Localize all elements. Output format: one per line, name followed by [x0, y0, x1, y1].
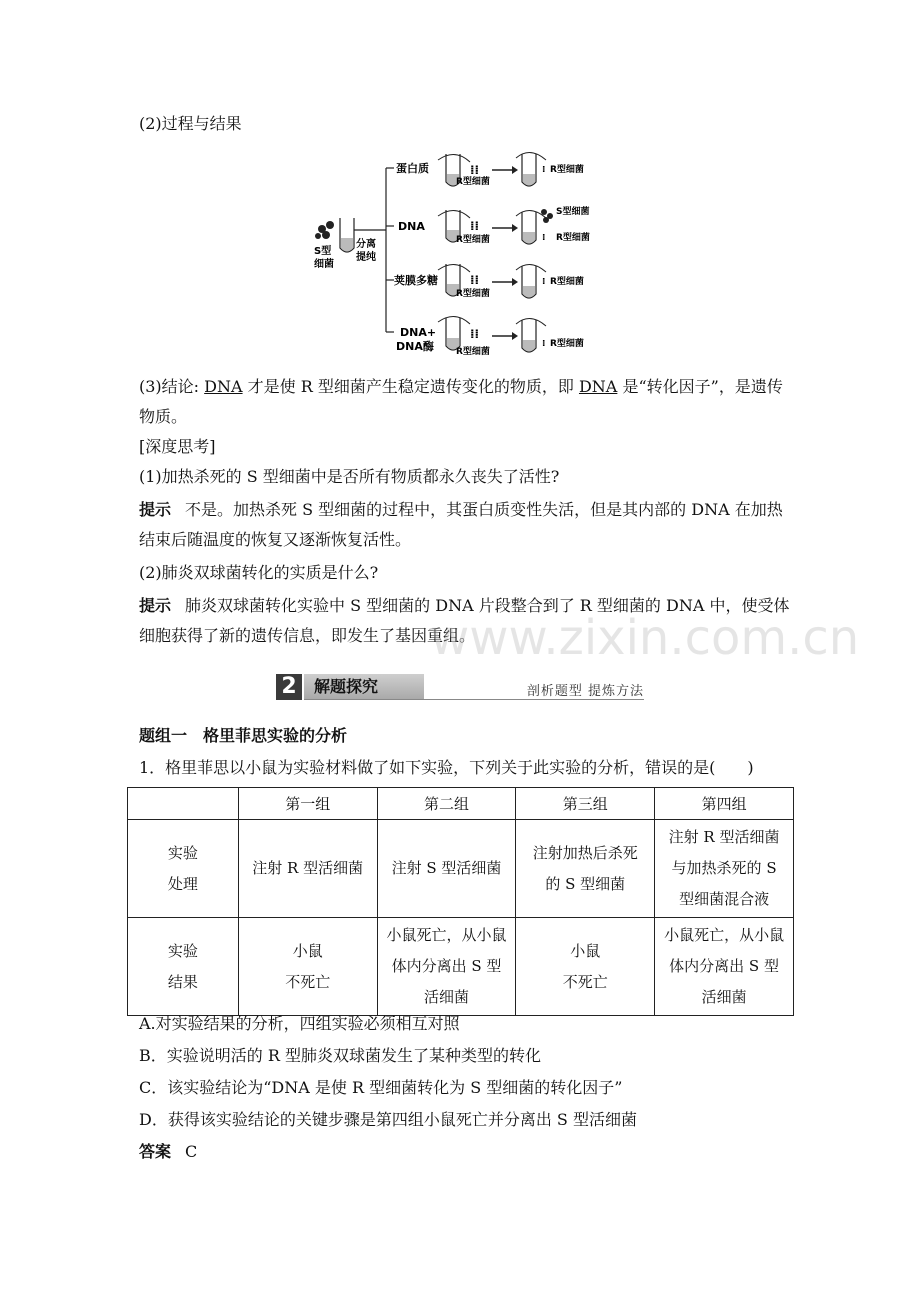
banner-subtitle: 剖析题型 提炼方法	[526, 684, 644, 699]
arrow-icon	[512, 224, 518, 232]
deep-thinking-heading: [深度思考]	[139, 437, 216, 456]
table-cell: 小鼠死亡，从小鼠 体内分离出 S 型 活细菌	[655, 918, 794, 1016]
separate-label-1: 分离	[356, 239, 376, 250]
row-r-label: R型细菌	[456, 289, 490, 299]
row-substance: 荚膜多糖	[394, 274, 438, 287]
svg-text:⁞⁞: ⁞⁞	[470, 273, 480, 287]
row-dna-enzyme	[386, 316, 584, 357]
option-c: C．该实验结论为“DNA 是使 R 型细菌转化为 S 型细菌的转化因子”	[139, 1078, 623, 1097]
answer-label: 答案	[139, 1142, 172, 1161]
answer-1-text: 不是。加热杀死 S 型细菌的过程中，其蛋白质变性失活，但是其内部的 DNA 在加热	[185, 500, 783, 519]
table-cell: 小鼠死亡，从小鼠 体内分离出 S 型 活细菌	[377, 918, 516, 1016]
svg-text:⁞⁞: ⁞⁞	[470, 327, 480, 341]
answer-2-line-2: 细胞获得了新的遗传信息，即发生了基因重组。	[139, 626, 476, 645]
answer-1-line-1	[139, 500, 783, 520]
conclusion-dna-underlined: DNA	[204, 377, 243, 396]
table-cell: 小鼠 不死亡	[238, 918, 377, 1016]
s-bacteria-icon	[315, 221, 334, 239]
option-a: A.对实验结果的分析，四组实验必须相互对照	[139, 1014, 460, 1033]
hint-label: 提示	[139, 596, 172, 615]
svg-text:⁞: ⁞	[542, 165, 546, 175]
svg-text:⁞⁞: ⁞⁞	[470, 163, 480, 177]
table-cell: 小鼠 不死亡	[516, 918, 655, 1016]
table-header-cell: 第四组	[655, 788, 794, 820]
option-d: D．获得该实验结论的关键步骤是第四组小鼠死亡并分离出 S 型活细菌	[139, 1110, 637, 1129]
row-substance: DNA+	[400, 326, 437, 339]
question-group-title: 题组一 格里菲思实验的分析	[139, 726, 348, 745]
conclusion-line-1	[139, 377, 783, 397]
table-cell: 实验 处理	[128, 820, 239, 918]
source-label-2: 细菌	[314, 259, 334, 270]
transformation-diagram	[310, 150, 610, 365]
table-cell: 注射 R 型活细菌	[238, 820, 377, 918]
arrow-icon	[512, 278, 518, 286]
question-1: (1)加热杀死的 S 型细菌中是否所有物质都永久丧失了活性?	[139, 467, 560, 486]
section-heading: (2)过程与结果	[139, 114, 242, 133]
table-row	[128, 820, 794, 918]
question-2: (2)肺炎双球菌转化的实质是什么?	[139, 563, 379, 582]
conclusion-middle: 才是使 R 型细菌产生稳定遗传变化的物质，即	[247, 377, 574, 396]
row-result: R型细菌	[550, 339, 584, 349]
row-substance: DNA	[398, 220, 425, 233]
option-b: B．实验说明活的 R 型肺炎双球菌发生了某种类型的转化	[139, 1046, 541, 1065]
svg-text:⁞: ⁞	[542, 339, 546, 349]
question-stem: 1．格里菲思以小鼠为实验材料做了如下实验，下列关于此实验的分析，错误的是( )	[139, 758, 754, 777]
arrow-icon	[512, 332, 518, 340]
table-cell: 实验 结果	[128, 918, 239, 1016]
banner-rule	[304, 699, 644, 700]
svg-text:⁞: ⁞	[542, 277, 546, 287]
table-header-cell: 第三组	[516, 788, 655, 820]
answer-2-text: 肺炎双球菌转化实验中 S 型细菌的 DNA 片段整合到了 R 型细菌的 DNA 中，使受体	[185, 596, 790, 615]
conclusion-prefix: (3)结论:	[139, 377, 200, 396]
section-banner	[276, 674, 644, 702]
separate-label-2: 提纯	[356, 252, 376, 263]
table-header-row	[128, 788, 794, 820]
row-substance: 蛋白质	[396, 162, 429, 175]
arrow-icon	[512, 166, 518, 174]
watermark: www.zixin.com.cn	[430, 610, 860, 666]
row-polysaccharide	[386, 264, 584, 299]
hint-label: 提示	[139, 500, 172, 519]
table-header-cell: 第二组	[377, 788, 516, 820]
table-row	[128, 918, 794, 1016]
answer-line	[139, 1142, 197, 1162]
answer-value: C	[185, 1142, 198, 1161]
banner-number: 2	[276, 674, 302, 700]
svg-text:⁞⁞: ⁞⁞	[470, 219, 480, 233]
svg-text:⁞: ⁞	[542, 233, 546, 243]
conclusion-dna-underlined: DNA	[578, 377, 618, 396]
table-header-cell	[128, 788, 239, 820]
row-protein	[386, 152, 584, 187]
source-label-1: S型	[314, 246, 332, 257]
conclusion-line-2: 物质。	[139, 407, 188, 426]
experiment-table	[127, 787, 794, 1016]
row-result: R型细菌	[550, 277, 584, 287]
table-cell: 注射 S 型活细菌	[377, 820, 516, 918]
table-header-cell: 第一组	[238, 788, 377, 820]
table-cell: 注射 R 型活细菌 与加热杀死的 S 型细菌混合液	[655, 820, 794, 918]
row-substance-2: DNA酶	[396, 340, 434, 353]
row-r-label: R型细菌	[456, 235, 490, 245]
row-r-label: R型细菌	[456, 347, 490, 357]
banner-title: 解题探究	[304, 674, 424, 700]
row-dna	[386, 205, 590, 245]
answer-1-line-2: 结束后随温度的恢复又逐渐恢复活性。	[139, 530, 412, 549]
row-r-label: R型细菌	[456, 177, 490, 187]
row-result: R型细菌	[550, 165, 584, 175]
table-cell: 注射加热后杀死 的 S 型细菌	[516, 820, 655, 918]
row-result: R型细菌	[556, 233, 590, 243]
conclusion-suffix: 是“转化因子”，是遗传	[622, 377, 783, 396]
row-result: S型细菌	[556, 207, 590, 217]
